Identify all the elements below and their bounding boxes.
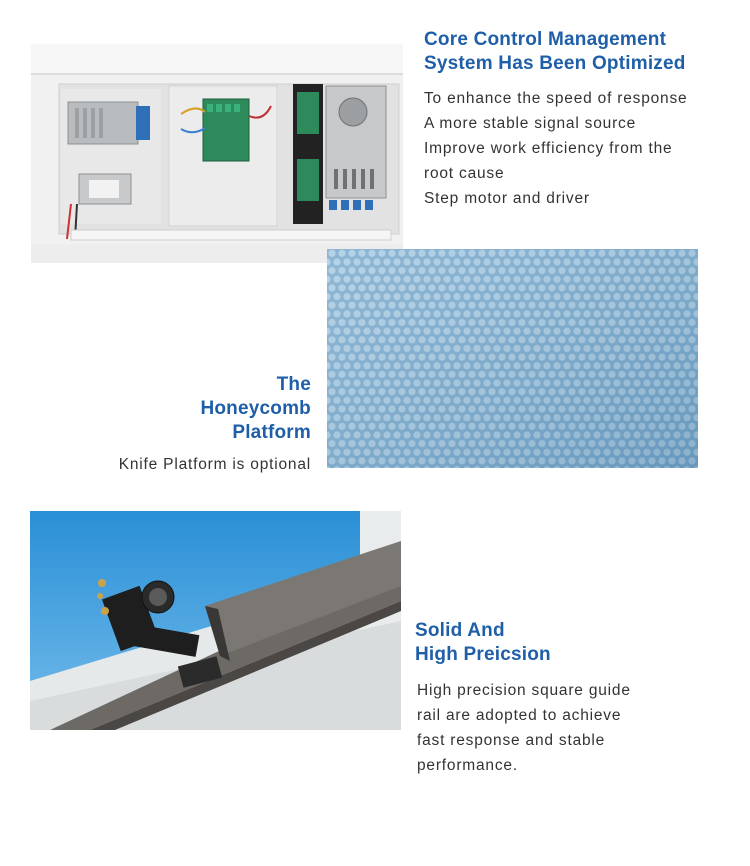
section-2-text-line: Knife Platform is optional	[118, 456, 311, 473]
section-1-text-line: Step motor and driver	[424, 190, 590, 207]
section-3-text-line: High precision square guide	[417, 682, 631, 699]
section-2-description	[119, 452, 311, 477]
section-2-title-line: The	[276, 374, 311, 395]
section-2-title-line: Honeycomb	[200, 398, 311, 419]
section-3-text-line: fast response and stable	[417, 732, 606, 749]
section-1-title-line: Core Control Management	[424, 29, 667, 50]
section-3-title-line: Solid And	[415, 620, 505, 641]
honeycomb-platform-photo	[327, 249, 698, 468]
section-1-text-line: A more stable signal source	[424, 115, 637, 132]
control-cabinet-photo	[31, 44, 403, 263]
section-1-description	[424, 86, 687, 211]
section-3-description	[417, 678, 631, 778]
section-3-text-line: rail are adopted to achieve	[417, 707, 622, 724]
section-1-text-line: root cause	[424, 165, 505, 182]
section-1-title	[424, 28, 686, 76]
section-1-title-line: System Has Been Optimized	[424, 53, 686, 74]
section-3-title-line: High Preicsion	[415, 644, 551, 665]
section-2-title-line: Platform	[232, 422, 311, 443]
section-1-text-line: To enhance the speed of response	[424, 90, 688, 107]
section-1-text-line: Improve work efficiency from the	[424, 140, 673, 157]
section-2-title	[200, 373, 311, 445]
section-3-text-line: performance.	[417, 757, 518, 774]
guide-rail-photo	[30, 511, 401, 730]
section-3-title	[415, 619, 551, 667]
